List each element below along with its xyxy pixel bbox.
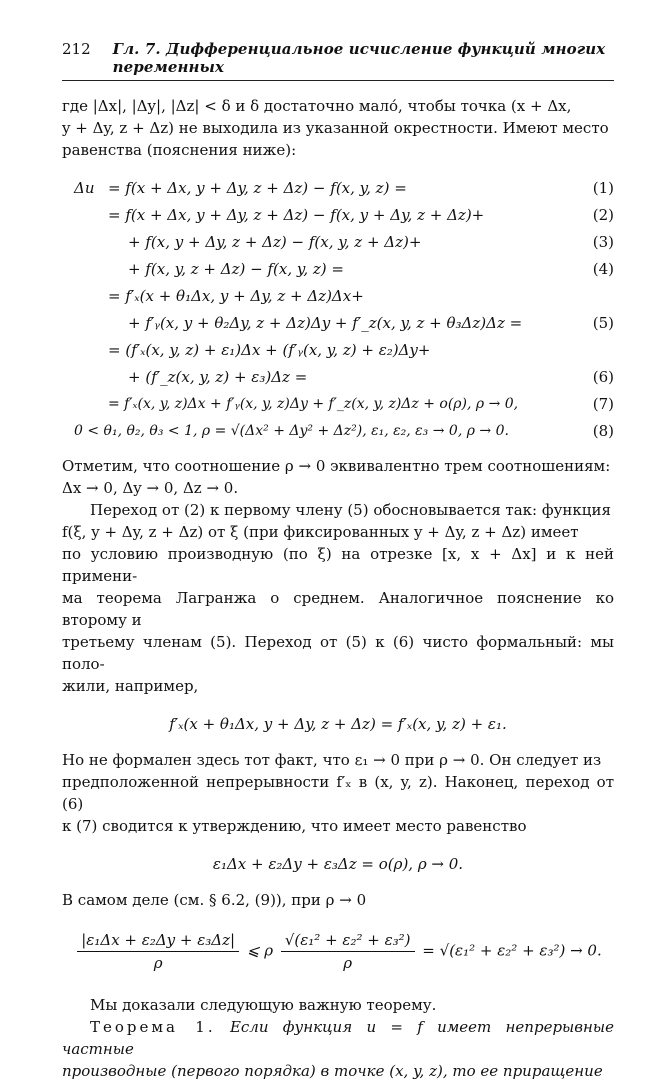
transition-line-3: по условию производную (по ξ) на отрезке [x, x + Δx] и к ней примени- — [62, 545, 614, 585]
remark-line-2: предположенной непрерывности f′ₓ в (x, y, z). Наконец, переход от (6) — [62, 773, 614, 813]
fraction-right — [281, 931, 415, 972]
theorem-text: Если функция u = f имеет непрерывные частные — [62, 1018, 614, 1058]
equation-body: + f′ᵧ(x, y + θ₂Δy, z + Δz)Δy + f′_z(x, y, z + θ₃Δz)Δz = — [128, 314, 523, 332]
transition-line-2: f(ξ, y + Δy, z + Δz) от ξ (при фиксированных y + Δy, z + Δz) имеет — [62, 523, 579, 541]
equation-number: (2) — [592, 206, 614, 224]
fraction-denominator: ρ — [343, 954, 353, 972]
intro-line-3: равенства (пояснения ниже): — [62, 141, 297, 159]
equation-body: = (f′ₓ(x, y, z) + ε₁)Δx + (f′ᵧ(x, y, z) + ε₂)Δy+ — [108, 341, 431, 359]
indeed-line: В самом деле (см. § 6.2, (9)), при ρ → 0 — [62, 891, 367, 909]
display-equation-estimate — [62, 931, 614, 972]
fraction-numerator: |ε₁Δx + ε₂Δy + ε₃Δz| — [77, 931, 239, 952]
equation-row — [62, 391, 614, 418]
equation-number: (4) — [592, 260, 614, 278]
theorem-line-2: производные (первого порядка) в точке (x, y, z), то ее приращение — [62, 1062, 603, 1080]
equation-body: = f(x + Δx, y + Δy, z + Δz) − f(x, y, z) = — [108, 179, 407, 197]
equation-number: (1) — [592, 179, 614, 197]
inequality-sign: ⩽ ρ — [246, 941, 274, 960]
running-header — [62, 40, 614, 81]
equation-row — [62, 418, 614, 445]
equation-row — [62, 364, 614, 391]
fraction-left — [77, 931, 239, 972]
display-equation-little-o: ε₁Δx + ε₂Δy + ε₃Δz = o(ρ), ρ → 0. — [212, 855, 464, 873]
intro-line-2: y + Δy, z + Δz) не выходила из указанной окрестности. Имеют место — [62, 119, 609, 137]
theorem-label: Теорема 1. — [90, 1018, 216, 1036]
fraction-denominator: ρ — [153, 954, 163, 972]
remark-line-1: Но не формален здесь тот факт, что ε₁ → 0 при ρ → 0. Он следует из — [62, 751, 602, 769]
transition-line-5: третьему членам (5). Переход от (5) к (6) чисто формальный: мы поло- — [62, 633, 614, 673]
equation-body: + f(x, y, z + Δz) − f(x, y, z) = — [128, 260, 344, 278]
equation-number: (3) — [592, 233, 614, 251]
equation-number: (8) — [592, 422, 614, 440]
equation-body: = f(x + Δx, y + Δy, z + Δz) − f(x, y + Δy, z + Δz)+ — [108, 206, 485, 224]
equation-body: + f(x, y + Δy, z + Δz) − f(x, y, z + Δz)+ — [128, 233, 422, 251]
display-equation-example: f′ₓ(x + θ₁Δx, y + Δy, z + Δz) = f′ₓ(x, y, z) + ε₁. — [169, 715, 507, 733]
equation-row — [62, 283, 614, 310]
equation-body: + (f′_z(x, y, z) + ε₃)Δz = — [128, 368, 308, 386]
equation-lhs: Δu — [74, 179, 95, 197]
theorem-line-1 — [62, 1016, 614, 1060]
equation-body: = f′ₓ(x, y, z)Δx + f′ᵧ(x, y, z)Δy + f′_z(x, y, z)Δz + o(ρ), ρ → 0, — [108, 396, 519, 412]
transition-line-6: жили, например, — [62, 677, 199, 695]
proved-line: Мы доказали следующую важную теорему. — [90, 996, 437, 1014]
equation-row — [62, 337, 614, 364]
note-line-2: Δx → 0, Δy → 0, Δz → 0. — [62, 479, 239, 497]
equation-body: = f′ₓ(x + θ₁Δx, y + Δy, z + Δz)Δx+ — [108, 287, 364, 305]
equation-row — [62, 175, 614, 202]
equation-number: (5) — [592, 314, 614, 332]
equation-row — [62, 256, 614, 283]
transition-line-1: Переход от (2) к первому члену (5) обосновывается так: функция — [90, 501, 611, 519]
intro-line-1: где |Δx|, |Δy|, |Δz| < δ и δ достаточно мало́, чтобы точка (x + Δx, — [62, 97, 572, 115]
equation-body: 0 < θ₁, θ₂, θ₃ < 1, ρ = √(Δx² + Δy² + Δz²), ε₁, ε₂, ε₃ → 0, ρ → 0. — [74, 423, 509, 439]
equation-number: (7) — [592, 395, 614, 413]
estimate-tail: = √(ε₁² + ε₂² + ε₃²) → 0. — [422, 941, 602, 960]
fraction-numerator: √(ε₁² + ε₂² + ε₃²) — [281, 931, 415, 952]
equation-array — [62, 175, 614, 445]
equation-row — [62, 310, 614, 337]
equation-row — [62, 229, 614, 256]
note-line-1: Отметим, что соотношение ρ → 0 эквивалентно трем соотношениям: — [62, 457, 611, 475]
remark-line-3: к (7) сводится к утверждению, что имеет место равенство — [62, 817, 527, 835]
page-number: 212 — [62, 40, 91, 58]
running-title: Гл. 7. Дифференциальное исчисление функций многих переменных — [112, 40, 606, 76]
equation-row — [62, 202, 614, 229]
equation-number: (6) — [592, 368, 614, 386]
book-page — [62, 40, 614, 1082]
transition-line-4: ма теорема Лагранжа о среднем. Аналогичное пояснение ко второму и — [62, 589, 614, 629]
